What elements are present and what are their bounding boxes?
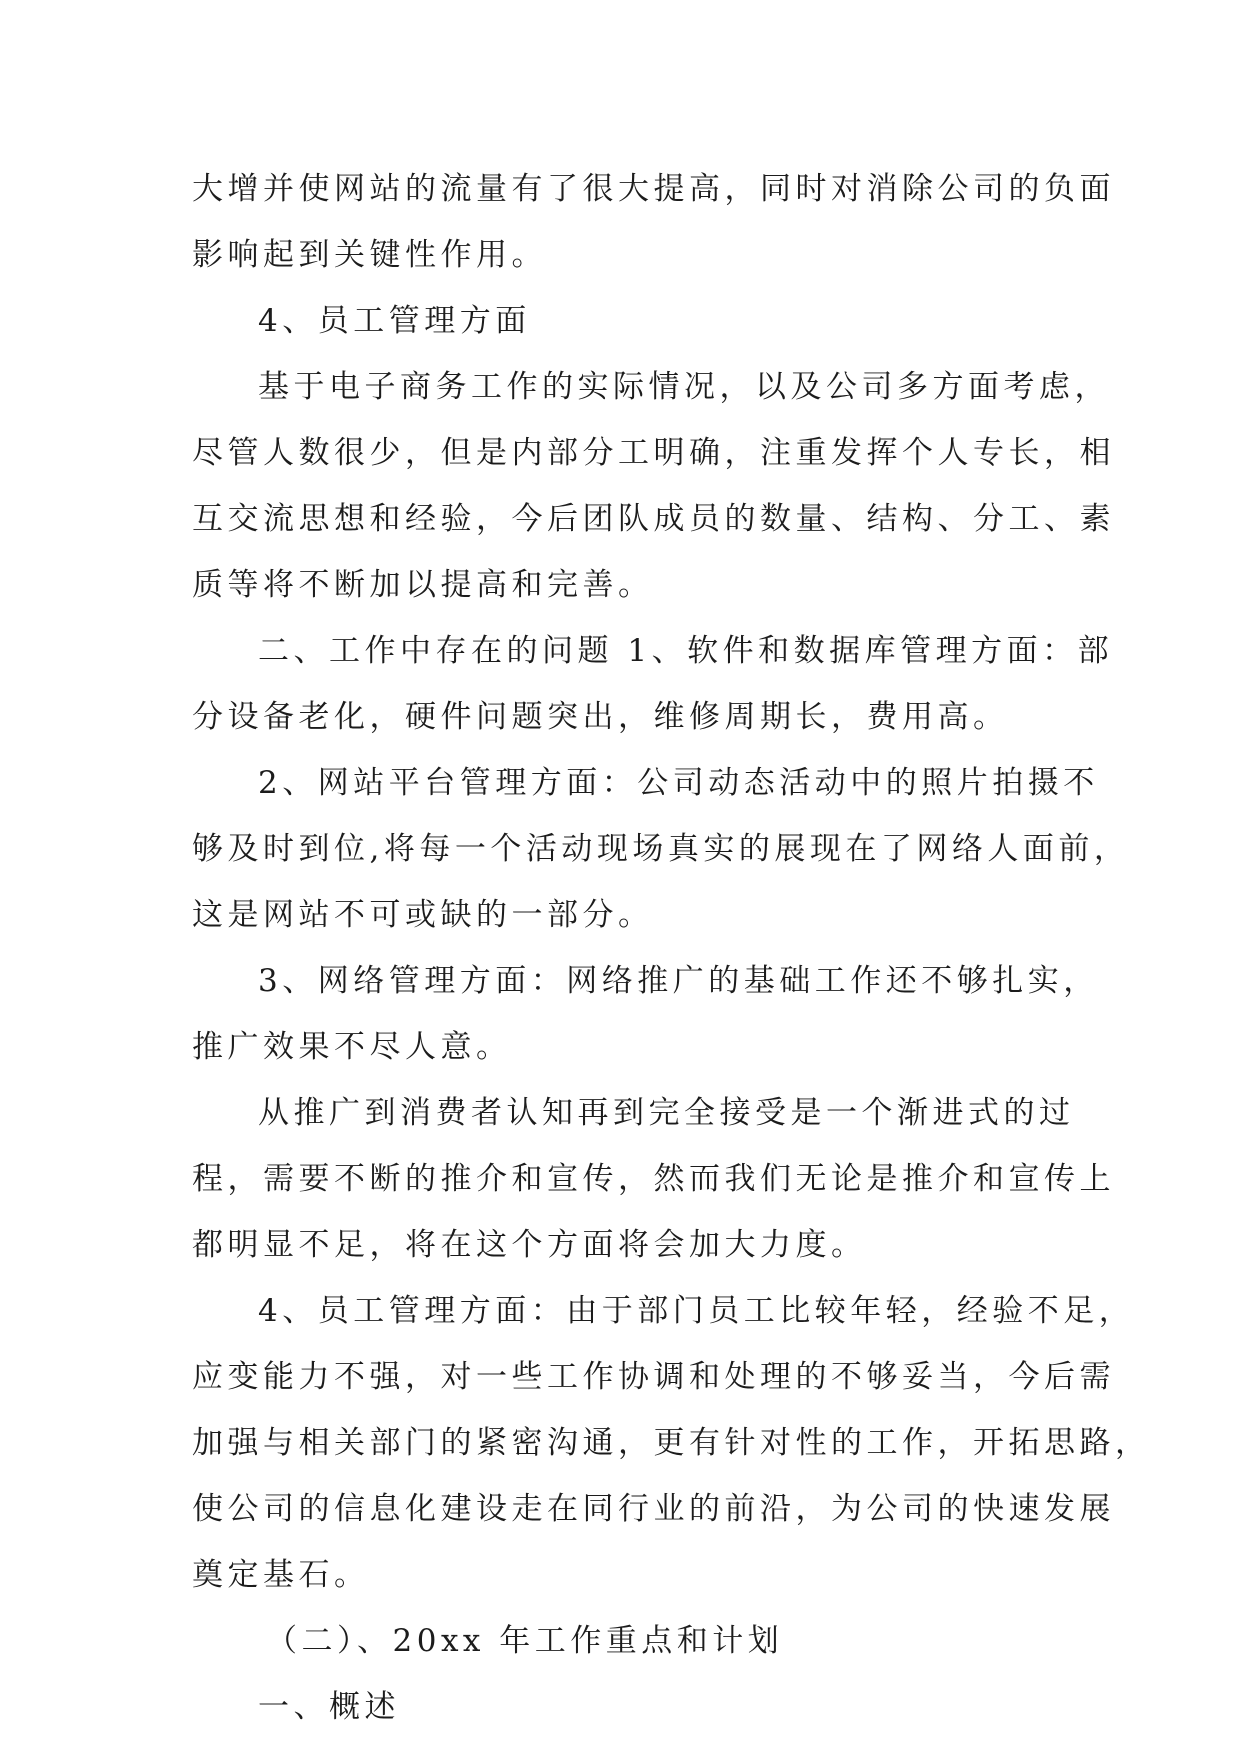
paragraph-network-management <box>192 948 1099 1080</box>
text-line: 2、网站平台管理方面：公司动态活动中的照片拍摄不 <box>258 765 1099 801</box>
document-body <box>192 156 1151 1740</box>
text-line: 这是网站不可或缺的一部分。 <box>192 897 654 933</box>
text-line: 应变能力不强，对一些工作协调和处理的不够妥当，今后需 <box>192 1359 1115 1395</box>
text-line: 4、员工管理方面 <box>258 303 531 339</box>
text-line: 加强与相关部门的紧密沟通，更有针对性的工作，开拓思路， <box>192 1425 1151 1461</box>
text-line: 使公司的信息化建设走在同行业的前沿，为公司的快速发展 <box>192 1491 1115 1527</box>
text-line: 互交流思想和经验，今后团队成员的数量、结构、分工、素 <box>192 501 1115 537</box>
section-heading-work-plan <box>192 1608 1072 1674</box>
text-line: 影响起到关键性作用。 <box>192 237 547 273</box>
text-line: 程，需要不断的推介和宣传，然而我们无论是推介和宣传上 <box>192 1161 1115 1197</box>
text-line: 尽管人数很少，但是内部分工明确，注重发挥个人专长，相 <box>192 435 1115 471</box>
text-line: 推广效果不尽人意。 <box>192 1029 512 1065</box>
text-line: 4、员工管理方面：由于部门员工比较年轻，经验不足， <box>258 1293 1135 1329</box>
text-line: 够及时到位,将每一个活动现场真实的展现在了网络人面前， <box>192 831 1130 867</box>
paragraph-problems-software <box>192 618 1114 750</box>
text-line: 3、网络管理方面：网络推广的基础工作还不够扎实， <box>258 963 1099 999</box>
paragraph-website-platform <box>192 750 1130 948</box>
text-line: 质等将不断加以提高和完善。 <box>192 567 654 603</box>
paragraph-team-division <box>192 354 1115 618</box>
text-line: 一、概述 <box>258 1689 400 1725</box>
subheading-staff-management <box>192 288 1072 354</box>
text-line: （二）、20xx 年工作重点和计划 <box>266 1623 784 1659</box>
text-line: 大增并使网站的流量有了很大提高，同时对消除公司的负面 <box>192 171 1115 207</box>
paragraph-promotion <box>192 1080 1115 1278</box>
text-line: 奠定基石。 <box>192 1557 370 1593</box>
paragraph-staff-problems <box>192 1278 1151 1608</box>
text-line: 从推广到消费者认知再到完全接受是一个渐进式的过 <box>258 1095 1075 1131</box>
text-line: 二、工作中存在的问题 1、软件和数据库管理方面：部 <box>258 633 1114 669</box>
text-line: 都明显不足，将在这个方面将会加大力度。 <box>192 1227 867 1263</box>
text-line: 基于电子商务工作的实际情况，以及公司多方面考虑， <box>258 369 1110 405</box>
text-line: 分设备老化，硬件问题突出，维修周期长，费用高。 <box>192 699 1009 735</box>
paragraph-traffic-impact <box>192 156 1115 288</box>
section-heading-overview <box>192 1674 1072 1740</box>
